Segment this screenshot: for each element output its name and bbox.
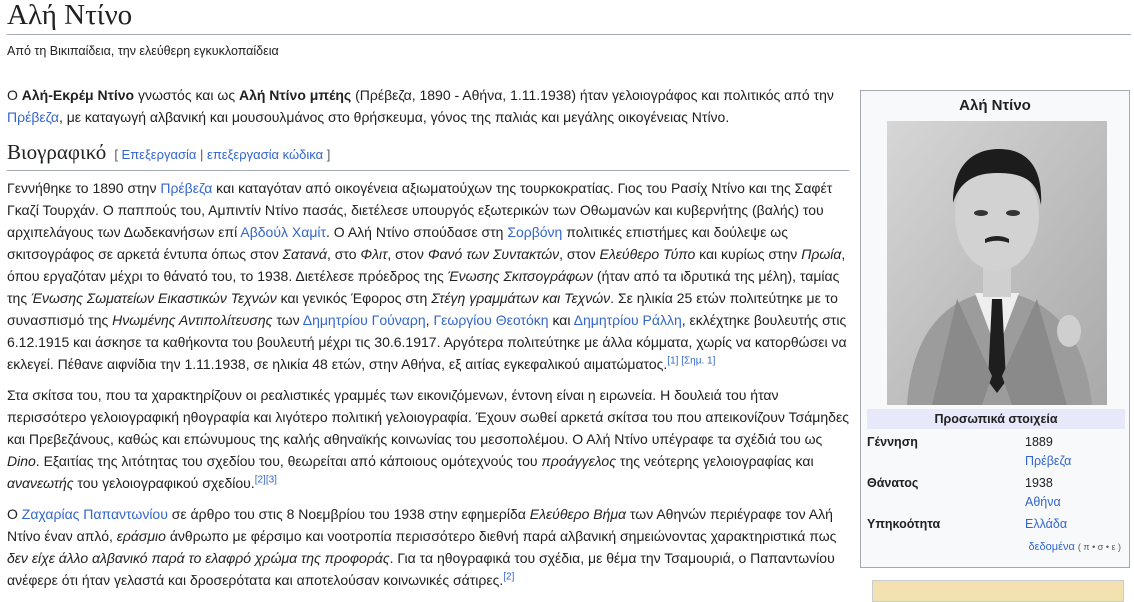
reference-2[interactable]: [2]	[254, 474, 266, 486]
link-papantoniou[interactable]: Ζαχαρίας Παπαντωνίου	[21, 506, 168, 522]
wikidata-link[interactable]: δεδομένα	[1028, 541, 1075, 553]
birth-label: Γέννηση	[867, 435, 918, 449]
subject-alias: Αλή Ντίνο μπέης	[238, 87, 352, 103]
reference-2b[interactable]: [2]	[503, 571, 515, 583]
note-1[interactable]: [Σημ. 1]	[678, 355, 716, 367]
vte-links[interactable]: ( π • σ • ε )	[1077, 542, 1121, 552]
infobox-footer	[1028, 541, 1121, 553]
reference-3[interactable]: [3]	[265, 474, 277, 486]
biography-paragraph-2: Στα σκίτσα του, που τα χαρακτηρίζουν οι ρεαλιστικές γραμμές των εικονιζόμενων, έντονη είναι η ειρωνεία. Η δουλειά του ήταν περισσότερο γελοιογραφική ηθογραφία και λιγότερο πολιτική γελοιογραφία. Έχουν σωθεί αρκετά σκίτσα του που απεικονίζουν Τσάμηδες και Πρεβεζάνους, καθώς και επώνυμους της καλής αθηναϊκής κοινωνίας του μεσοπολέμου. Ο Αλή Ντίνο υπέγραφε τα σχέδιά του ως Dino. Εξαιτίας της λιτότητας του σχεδίου του, θεωρείται από κάποιους ομότεχνούς του προάγγελος της νεότερης γελοιογραφίας και ανανεωτής του γελοιογραφικού σχεδίου.[2][3]	[7, 387, 849, 491]
subject-name: Αλή-Εκρέμ Ντίνο	[21, 87, 135, 103]
link-sorbonne[interactable]: Σορβόνη	[507, 224, 563, 240]
next-infobox-image	[872, 580, 1124, 602]
link-theotokis[interactable]: Γεωργίου Θεοτόκη	[433, 312, 549, 328]
biography-paragraph-1: Γεννήθηκε το 1890 στην Πρέβεζα και καταγόταν από οικογένεια αξιωματούχων της τουρκοκρατίας. Γιος του Ρασίχ Ντίνο και της Σαφέτ Γκαζί Τουρχάν. Ο παππούς του, Αμπιντίν Ντίνο πασάς, διετέλεσε υπουργός εξωτερικών των Οθωμανών και κυβερνήτης (βαλής) του αρχιπελάγους των Δωδεκανήσων επί Αβδούλ Χαμίτ. Ο Αλή Ντίνο σπούδασε στη Σορβόνη πολιτικές επιστήμες και δούλεψε ως σκιτσογράφος σε αρκετά έντυπα όπως στον Σατανά, στο Φλιτ, στον Φανό των Συντακτών, στον Ελεύθερο Τύπο και κυρίως στην Πρωία, όπου εργαζόταν μέχρι το θάνατό του, το 1938. Διετέλεσε πρόεδρος της Ένωσης Σκιτσογράφων (ήταν από τα ιδρυτικά της μέλη), ταμίας της Ένωσης Σωματείων Εικαστικών Τεχνών και γενικός Έφορος στη Στέγη γραμμάτων και Τεχνών. Σε ηλικία 25 ετών πολιτεύτηκε με το συνασπισμό της Ηνωμένης Αντιπολίτευσης των Δημητρίου Γούναρη, Γεωργίου Θεοτόκη και Δημητρίου Ράλλη, εκλέχτηκε βουλευτής στις 6.12.1915 και άσκησε τα καθήκοντα του βουλευτή μέχρι τις 30.6.1917. Αργότερα πολιτεύτηκε με άλλα κόμματα, χωρίς να κατορθώσει να εκλεγεί. Πέθανε αιφνίδια την 1.11.1938, σε ηλικία 48 ετών, στην Αθήνα, εξ αιτίας εγκεφαλικού αιματώματος.[1] [Σημ. 1]	[7, 180, 847, 372]
section-title: Βιογραφικό	[7, 140, 107, 164]
infobox-section-header: Προσωπικά στοιχεία	[867, 409, 1125, 429]
infobox	[860, 90, 1130, 568]
reference-1[interactable]: [1]	[667, 355, 679, 367]
link-preveza-2[interactable]: Πρέβεζα	[160, 180, 213, 196]
citizenship-label: Υπηκοότητα	[867, 517, 941, 531]
death-label: Θάνατος	[867, 476, 919, 490]
section-heading	[7, 138, 849, 171]
edit-source-link[interactable]: επεξεργασία κώδικα	[207, 147, 324, 162]
death-place-link[interactable]: Αθήνα	[1025, 495, 1061, 509]
birth-place-link[interactable]: Πρέβεζα	[1025, 454, 1072, 468]
infobox-title: Αλή Ντίνο	[959, 97, 1031, 114]
edit-link[interactable]: Επεξεργασία	[121, 147, 197, 162]
citizenship-link[interactable]: Ελλάδα	[1025, 517, 1068, 531]
birth-year: 1889	[1025, 435, 1053, 449]
intro-paragraph: Ο Αλή-Εκρέμ Ντίνο γνωστός και ως Αλή Ντίνο μπέης (Πρέβεζα, 1890 - Αθήνα, 1.11.1938) ήταν γελοιογράφος και πολιτικός από την Πρέβεζα, με καταγωγή αλβανική και μουσουλμάνος στο θρήσκευμα, γόνος της παλιάς και μεγάλης οικογένειας Ντίνο.	[7, 87, 834, 125]
article-content	[7, 84, 849, 600]
biography-paragraph-3: Ο Ζαχαρίας Παπαντωνίου σε άρθρο του στις 8 Νοεμβρίου του 1938 στην εφημερίδα Ελεύθερο Βήμα των Αθηνών περιέγραφε τον Αλή Ντίνο έναν απλό, εράσμιο άνθρωπο με φέρσιμο και νοοτροπία περισσότερο διεθνή παρά αλβανική σημειώνοντας χαρακτηριστικά πως δεν είχε άλλο αλβανικό παρά το ελαφρό χρώμα της προφοράς. Για τα ηθογραφικά του σχέδια, με θέμα την Τσαμουριά, ο Παπαντωνίου ανέφερε ότι ήταν γελαστά και δροσερότατα και αποτελούσαν κοινωνικές σάτιρες.[2]	[7, 506, 837, 588]
tagline: Από τη Βικιπαίδεια, την ελεύθερη εγκυκλοπαίδεια	[7, 44, 279, 58]
death-year: 1938	[1025, 476, 1053, 490]
link-preveza[interactable]: Πρέβεζα	[7, 109, 59, 125]
link-gounaris[interactable]: Δημητρίου Γούναρη	[302, 312, 426, 328]
section-edit-links: [ Επεξεργασία | επεξεργασία κώδικα ]	[114, 147, 331, 162]
page-title: Αλή Ντίνο	[7, 0, 1131, 35]
link-rallis[interactable]: Δημητρίου Ράλλη	[573, 312, 682, 328]
portrait-illustration	[887, 121, 1107, 405]
portrait-photo[interactable]	[887, 121, 1107, 405]
link-abdul-hamid[interactable]: Αβδούλ Χαμίτ	[240, 224, 327, 240]
